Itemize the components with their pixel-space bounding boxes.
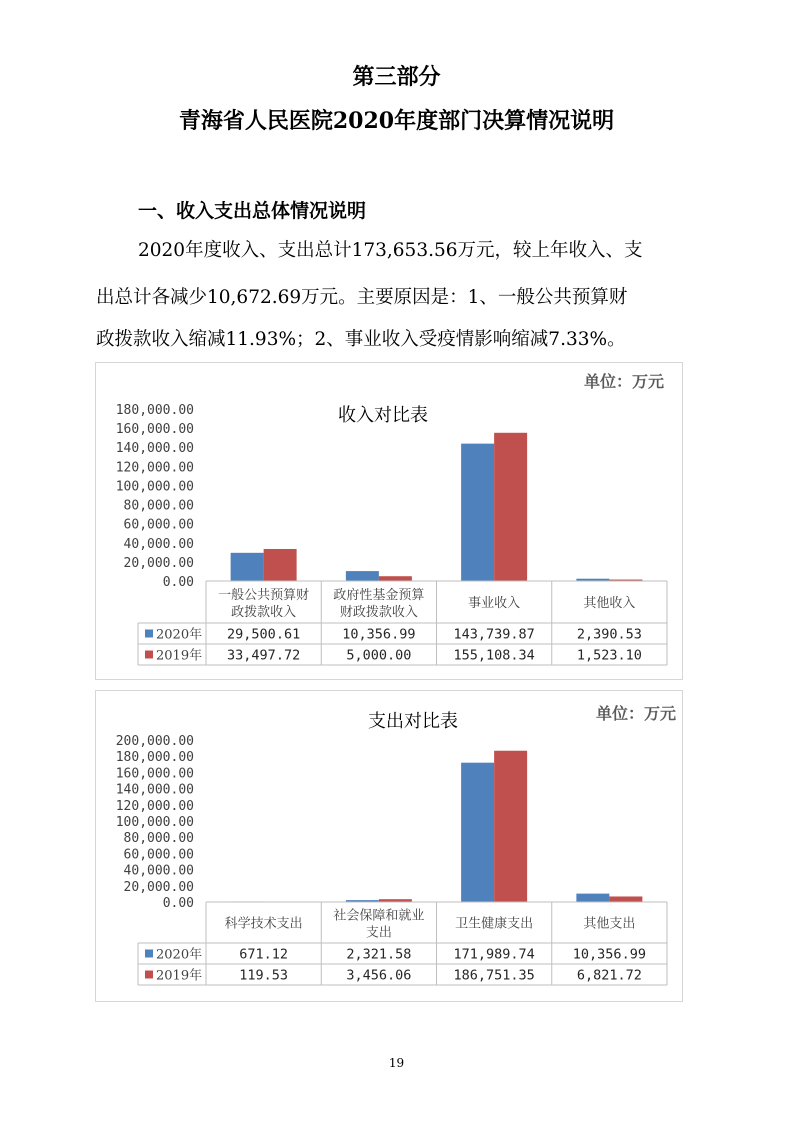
- income-chart-category-label: 财政拨款收入: [339, 605, 418, 620]
- income-chart-unit-label: 单位：万元: [583, 372, 664, 391]
- expense-chart-unit-label: 单位：万元: [595, 704, 676, 723]
- income-chart-svg: [96, 363, 682, 679]
- income-chart-bar-2020: [461, 444, 494, 581]
- expense-chart-data-cell: 671.12: [239, 946, 289, 963]
- income-chart-category-label: 政拨款收入: [231, 605, 297, 620]
- income-chart-data-cell: 155,108.34: [453, 647, 535, 664]
- expense-chart-data-cell: 2,321.58: [346, 946, 412, 963]
- expense-chart-bar-2019: [609, 896, 642, 902]
- expense-chart-data-cell: 10,356.99: [572, 946, 646, 963]
- expense-chart-bar-2019: [494, 751, 527, 902]
- expense-chart-data-cell: 186,751.35: [453, 967, 535, 984]
- paragraph-line-3: 政拨款收入缩减11.93%；2、事业收入受疫情影响缩减7.33%。: [96, 329, 626, 350]
- income-chart-data-cell: 5,000.00: [346, 647, 412, 664]
- income-chart-data-cell: 29,500.61: [227, 626, 301, 643]
- income-chart-y-tick-label: 180,000.00: [115, 403, 194, 418]
- expense-chart-bar-2020: [576, 894, 609, 902]
- income-chart-legend-label: 2020年: [156, 627, 203, 643]
- income-chart-y-tick-label: 60,000.00: [123, 517, 194, 533]
- expense-chart-title: 支出对比表: [368, 711, 458, 732]
- income-chart-bar-2019: [379, 576, 412, 581]
- income-chart-data-cell: 10,356.99: [342, 626, 416, 643]
- income-chart-legend-swatch-2020: [145, 630, 153, 638]
- income-chart-y-tick-label: 120,000.00: [115, 460, 194, 476]
- expense-chart-y-tick-label: 40,000.00: [123, 863, 194, 879]
- expense-chart-svg: [96, 691, 682, 1001]
- part-title: 第三部分: [352, 64, 441, 90]
- expense-chart-bar-2020: [461, 763, 494, 902]
- income-chart-data-cell: 2,390.53: [576, 626, 642, 643]
- income-chart-y-tick-label: 80,000.00: [123, 498, 194, 514]
- income-chart: [95, 362, 683, 680]
- income-chart-bar-2019: [494, 433, 527, 581]
- income-chart-legend-swatch-2019: [145, 651, 153, 659]
- expense-chart-y-tick-label: 160,000.00: [115, 766, 194, 782]
- document-title: 青海省人民医院2020年度部门决算情况说明: [178, 108, 615, 134]
- paragraph-line-2: 出总计各减少10,672.69万元。主要原因是：1、一般公共预算财: [96, 287, 628, 308]
- expense-chart-y-tick-label: 20,000.00: [123, 879, 194, 895]
- expense-chart-category-label: 科学技术支出: [224, 916, 303, 932]
- expense-chart-category-label: 卫生健康支出: [455, 916, 534, 932]
- income-chart-category-label: 政府性基金预算: [333, 588, 425, 603]
- income-chart-y-tick-label: 40,000.00: [123, 536, 194, 552]
- expense-chart-data-cell: 3,456.06: [346, 967, 412, 984]
- expense-chart-y-tick-label: 100,000.00: [115, 815, 194, 830]
- expense-chart: [95, 690, 683, 1002]
- income-chart-category-label: 一般公共预算财: [218, 588, 310, 603]
- income-chart-bar-2020: [231, 553, 264, 581]
- expense-chart-category-label: 支出: [365, 925, 392, 941]
- income-chart-bar-2019: [264, 549, 297, 581]
- income-chart-bar-2020: [346, 571, 379, 581]
- income-chart-y-tick-label: 0.00: [162, 575, 194, 590]
- expense-chart-legend-label: 2019年: [156, 968, 203, 984]
- expense-chart-category-label: 社会保障和就业: [333, 908, 425, 924]
- income-chart-category-label: 其他收入: [583, 596, 636, 611]
- page-number: 19: [388, 1056, 405, 1070]
- expense-chart-y-tick-label: 80,000.00: [123, 831, 194, 847]
- expense-chart-y-tick-label: 140,000.00: [115, 782, 194, 798]
- income-chart-category-label: 事业收入: [468, 596, 521, 611]
- income-chart-data-cell: 1,523.10: [576, 647, 642, 664]
- expense-chart-data-cell: 119.53: [239, 967, 289, 984]
- expense-chart-data-cell: 171,989.74: [453, 946, 535, 963]
- expense-chart-y-tick-label: 200,000.00: [115, 734, 194, 749]
- income-chart-title: 收入对比表: [338, 405, 428, 426]
- paragraph-line-1: 2020年度收入、支出总计173,653.56万元，较上年收入、支: [138, 240, 643, 261]
- expense-chart-y-tick-label: 180,000.00: [115, 750, 194, 766]
- expense-chart-y-tick-label: 0.00: [162, 896, 194, 911]
- expense-chart-legend-swatch-2020: [145, 950, 153, 958]
- income-chart-y-tick-label: 20,000.00: [123, 555, 194, 571]
- income-chart-data-cell: 143,739.87: [453, 626, 535, 643]
- income-chart-data-cell: 33,497.72: [227, 647, 301, 664]
- income-chart-y-tick-label: 160,000.00: [115, 422, 194, 438]
- income-chart-y-tick-label: 100,000.00: [115, 479, 194, 495]
- income-chart-legend-label: 2019年: [156, 648, 203, 664]
- expense-chart-category-label: 其他支出: [583, 916, 636, 932]
- income-chart-y-tick-label: 140,000.00: [115, 441, 194, 457]
- expense-chart-legend-label: 2020年: [156, 947, 203, 963]
- expense-chart-y-tick-label: 60,000.00: [123, 847, 194, 863]
- expense-chart-y-tick-label: 120,000.00: [115, 798, 194, 814]
- expense-chart-legend-swatch-2019: [145, 971, 153, 979]
- section-heading: 一、收入支出总体情况说明: [138, 200, 367, 222]
- expense-chart-data-cell: 6,821.72: [576, 967, 642, 984]
